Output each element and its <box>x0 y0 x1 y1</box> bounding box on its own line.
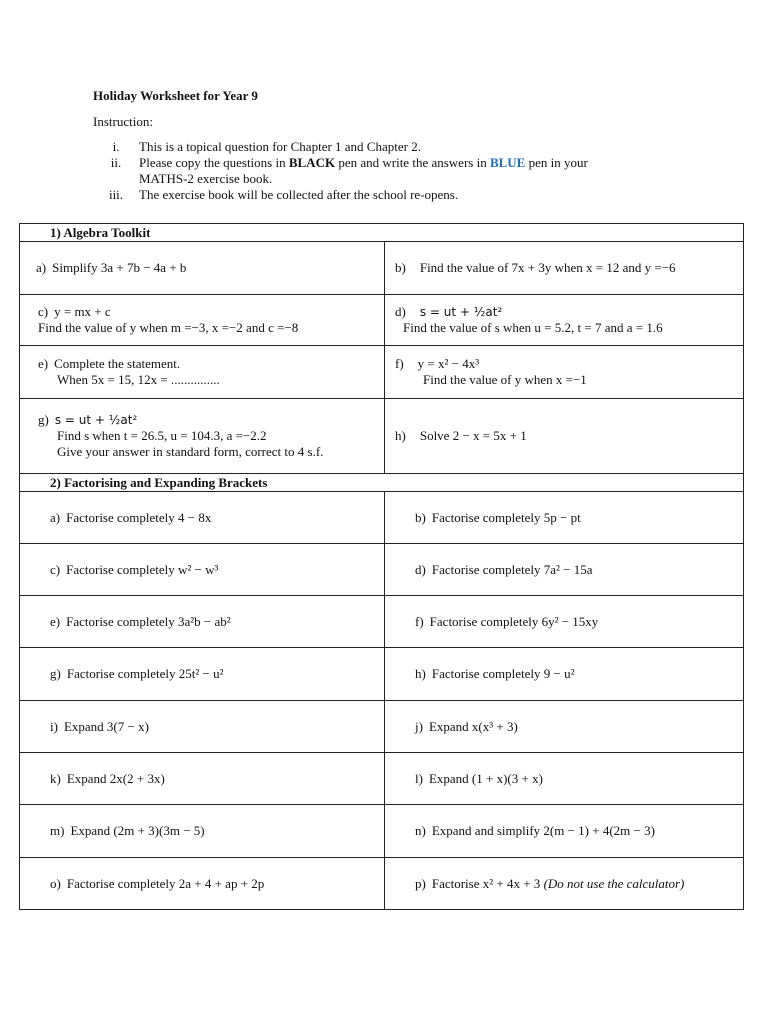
blue-pen-word: BLUE <box>489 155 526 170</box>
question-cell <box>385 805 744 858</box>
question-text: Factorise completely 4 − 8x <box>66 509 212 525</box>
question-cell <box>385 858 744 910</box>
instruction-text-part: Please copy the questions in <box>139 155 289 170</box>
question-label: j) <box>415 718 423 734</box>
question-cell <box>20 242 385 295</box>
instruction-item <box>93 139 653 155</box>
question-text: Factorise completely 3a²b − ab² <box>66 613 231 629</box>
question-text: Factorise completely 7a² − 15a <box>431 561 593 577</box>
instruction-number: iii. <box>108 187 124 202</box>
question-text: y = x² − 4x³ <box>417 356 480 371</box>
formula-text: s = ut + ½at² <box>419 305 503 319</box>
question-label: b) <box>395 260 406 275</box>
question-subtext: Find the value of s when u = 5.2, t = 7 and a = 1.6 <box>403 320 663 335</box>
instruction-number: i. <box>112 139 120 154</box>
question-text: Factorise completely 25t² − u² <box>66 666 224 681</box>
question-label: g) <box>38 412 49 427</box>
question-cell <box>20 753 385 805</box>
question-text: Expand 2x(2 + 3x) <box>66 770 165 786</box>
worksheet-table <box>19 223 744 910</box>
formula-text: s = ut + ½at² <box>54 413 138 427</box>
question-cell <box>20 648 385 701</box>
question-cell <box>385 701 744 753</box>
question-cell <box>385 596 744 648</box>
question-text: Complete the statement. <box>54 356 181 371</box>
question-cell <box>20 701 385 753</box>
question-label: d) <box>415 561 426 577</box>
question-label: f) <box>415 613 424 629</box>
question-text: Factorise x² + 4x + 3 <box>431 875 541 891</box>
question-cell <box>20 596 385 648</box>
question-cell <box>20 492 385 544</box>
question-text: Expand (1 + x)(3 + x) <box>428 770 543 786</box>
question-label: m) <box>50 823 65 838</box>
question-label: g) <box>50 666 61 681</box>
question-label: i) <box>50 718 58 734</box>
instruction-item <box>93 155 653 187</box>
instruction-text-part: pen and write the answers in <box>335 155 490 170</box>
question-cell <box>385 648 744 701</box>
question-label: p) <box>415 875 426 891</box>
question-label: c) <box>38 304 49 319</box>
question-text: Factorise completely 5p − pt <box>431 509 581 525</box>
question-subtext: When 5x = 15, 12x = ............... <box>57 372 220 387</box>
question-cell <box>20 805 385 858</box>
question-cell <box>20 399 385 474</box>
question-text: Expand and simplify 2(m − 1) + 4(2m − 3) <box>431 823 655 838</box>
section-header-algebra: 1) Algebra Toolkit <box>20 224 744 242</box>
question-label: h) <box>415 666 426 681</box>
instruction-number: ii. <box>110 155 122 170</box>
question-cell <box>20 295 385 346</box>
question-subtext: Find the value of y when x =−1 <box>423 372 587 387</box>
question-text: y = mx + c <box>54 304 111 319</box>
question-text: Expand 3(7 − x) <box>63 718 149 734</box>
question-subtext: Find the value of y when m =−3, x =−2 and c =−8 <box>38 320 299 335</box>
question-text: Simplify 3a + 7b − 4a + b <box>52 260 187 275</box>
question-text: Find the value of 7x + 3y when x = 12 and y =−6 <box>419 260 676 275</box>
question-text: Factorise completely w² − w³ <box>66 561 219 577</box>
instruction-list <box>93 139 653 203</box>
question-label: a) <box>36 260 47 275</box>
question-label: e) <box>50 613 61 629</box>
question-label: b) <box>415 509 426 525</box>
instruction-text-part: MATHS-2 exercise book. <box>139 171 273 186</box>
question-cell <box>20 858 385 910</box>
question-cell <box>20 346 385 399</box>
instruction-label: Instruction: <box>93 114 153 129</box>
question-label: o) <box>50 875 61 891</box>
instruction-item <box>93 187 653 203</box>
instruction-text-part: pen in your <box>525 155 588 170</box>
instruction-text: This is a topical question for Chapter 1 and Chapter 2. <box>139 139 421 154</box>
question-label: e) <box>38 356 49 371</box>
question-label: h) <box>395 428 406 443</box>
question-label: f) <box>395 356 404 371</box>
worksheet-title: Holiday Worksheet for Year 9 <box>93 88 258 103</box>
question-text: Factorise completely 2a + 4 + ap + 2p <box>66 875 265 891</box>
question-label: n) <box>415 823 426 838</box>
question-text: Factorise completely 6y² − 15xy <box>429 613 599 629</box>
instruction-text: The exercise book will be collected after the school re-opens. <box>139 187 459 202</box>
question-label: a) <box>50 509 61 525</box>
section-header-factorising: 2) Factorising and Expanding Brackets <box>20 474 744 492</box>
question-cell <box>385 492 744 544</box>
question-cell <box>385 544 744 596</box>
question-cell <box>385 399 744 474</box>
instruction-text <box>139 155 653 187</box>
black-pen-word: BLACK <box>288 155 336 170</box>
question-cell <box>385 295 744 346</box>
question-cell <box>385 242 744 295</box>
question-label: k) <box>50 770 61 786</box>
calculator-note: (Do not use the calculator) <box>543 875 685 891</box>
question-cell <box>385 753 744 805</box>
question-text: Expand x(x³ + 3) <box>428 718 518 734</box>
question-cell <box>20 544 385 596</box>
question-label: d) <box>395 304 406 319</box>
question-subtext: Find s when t = 26.5, u = 104.3, a =−2.2 <box>57 428 267 443</box>
question-text: Factorise completely 9 − u² <box>431 666 575 681</box>
question-subtext: Give your answer in standard form, correct to 4 s.f. <box>57 444 324 459</box>
question-text: Solve 2 − x = 5x + 1 <box>419 428 527 443</box>
question-label: c) <box>50 561 61 577</box>
question-label: l) <box>415 770 423 786</box>
question-cell <box>385 346 744 399</box>
question-text: Expand (2m + 3)(3m − 5) <box>70 823 205 838</box>
